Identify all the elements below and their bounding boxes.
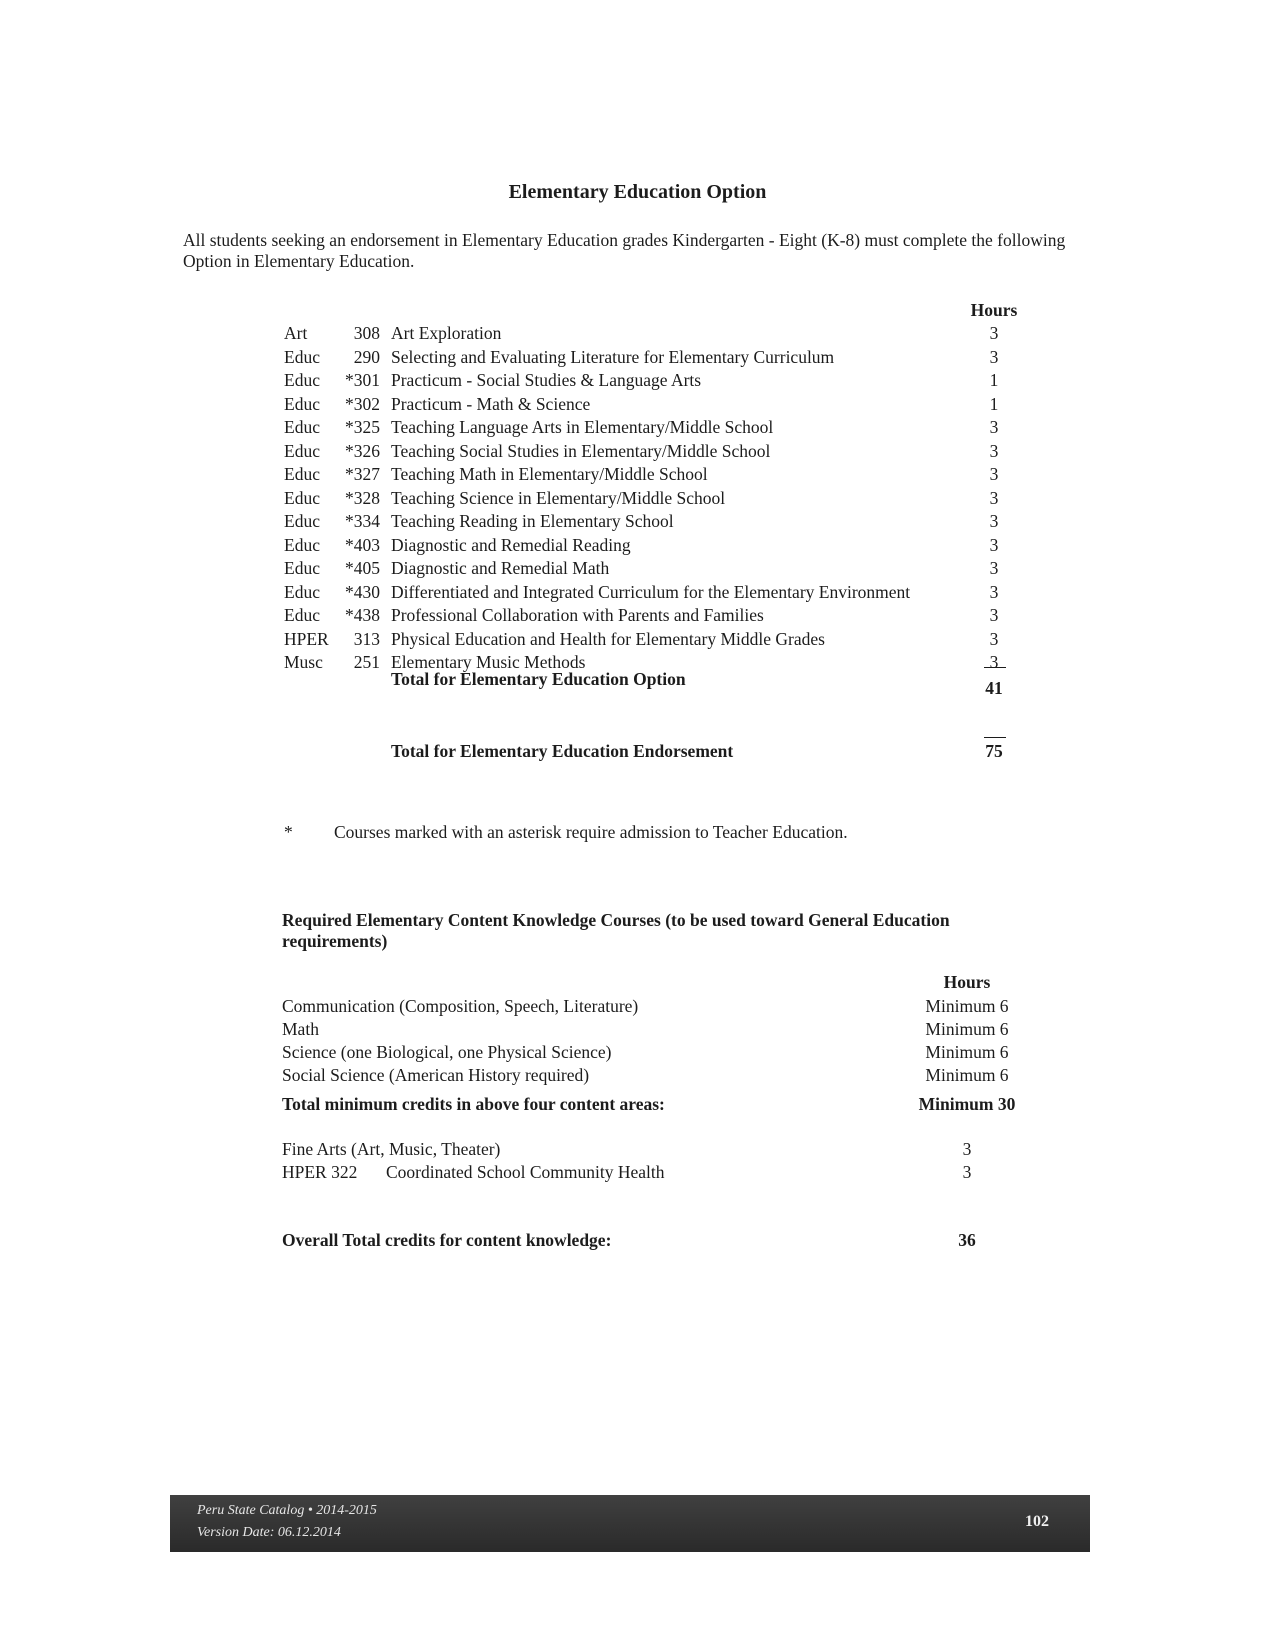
overall-total-label: Overall Total credits for content knowledge: [282, 1230, 612, 1250]
content-area-label: Social Science (American History required) [282, 1065, 590, 1085]
course-number: *327 [345, 464, 380, 484]
course-hours: 3 [989, 464, 999, 484]
content-area-label: Communication (Composition, Speech, Literature) [282, 996, 639, 1016]
course-number: *301 [345, 370, 380, 390]
footer-catalog-title: Peru State Catalog • 2014-2015 [197, 1503, 377, 1518]
course-hours: 3 [989, 323, 999, 343]
page-title: Elementary Education Option [508, 181, 767, 203]
footer-version-date: Version Date: 06.12.2014 [197, 1525, 341, 1540]
course-row [284, 557, 1024, 580]
hper-title: Coordinated School Community Health [386, 1162, 665, 1182]
content-area-label: Math [282, 1019, 319, 1039]
footnote-mark: * [284, 822, 293, 842]
course-dept: HPER [284, 628, 329, 649]
content-hours-header: Hours [943, 972, 991, 992]
course-hours: 1 [989, 370, 999, 390]
course-dept: Educ [284, 487, 320, 508]
course-number: 251 [353, 652, 380, 672]
course-dept: Educ [284, 558, 320, 578]
content-area-row [282, 995, 1042, 1018]
course-row [284, 534, 1024, 557]
course-hours: 3 [989, 534, 999, 555]
course-title: Diagnostic and Remedial Math [391, 558, 610, 578]
course-number: *403 [345, 534, 380, 555]
course-row [284, 604, 1024, 627]
subtotal-rule [984, 667, 1006, 668]
fine-arts-row [282, 1138, 1042, 1161]
course-dept: Educ [284, 534, 320, 555]
course-dept: Educ [284, 605, 320, 625]
overall-total-value: 36 [958, 1230, 976, 1250]
course-title: Teaching Language Arts in Elementary/Middle School [391, 417, 774, 437]
course-dept: Musc [284, 652, 323, 672]
course-title: Professional Collaboration with Parents and Families [391, 605, 764, 625]
content-area-row [282, 1041, 1042, 1064]
course-row [284, 581, 1024, 604]
option-total-label: Total for Elementary Education Option [391, 669, 686, 689]
course-row [284, 628, 1024, 651]
hper-value: 3 [962, 1162, 972, 1182]
course-number: *405 [345, 558, 380, 578]
course-title: Differentiated and Integrated Curriculum for the Elementary Environment [391, 581, 911, 602]
course-title: Practicum - Social Studies & Language Arts [391, 370, 702, 390]
course-number: *328 [345, 487, 380, 508]
content-area-hours: Minimum 6 [925, 1019, 1009, 1039]
course-title: Selecting and Evaluating Literature for Elementary Curriculum [391, 346, 835, 367]
hper-row [282, 1161, 1042, 1184]
fine-arts-value: 3 [962, 1139, 972, 1159]
course-dept: Educ [284, 511, 320, 531]
course-row [284, 369, 1024, 392]
course-title: Elementary Music Methods [391, 652, 586, 672]
course-row [284, 416, 1024, 439]
option-total-value: 41 [985, 678, 1003, 698]
course-hours: 3 [989, 511, 999, 531]
course-number: *302 [345, 393, 380, 414]
course-hours: 3 [989, 628, 999, 649]
course-hours: 3 [989, 652, 999, 672]
fine-arts-label: Fine Arts (Art, Music, Theater) [282, 1139, 501, 1159]
course-row [284, 346, 1024, 369]
course-row [284, 463, 1024, 486]
course-dept: Art [284, 323, 308, 343]
min-total-value: Minimum 30 [918, 1094, 1016, 1114]
intro-paragraph: All students seeking an endorsement in Elementary Education grades Kindergarten - Eight (K-8) must complete the following Option in Elementary Education. [183, 230, 1066, 271]
course-title: Teaching Math in Elementary/Middle School [391, 464, 708, 484]
course-hours: 3 [989, 605, 999, 625]
content-area-hours: Minimum 6 [925, 1065, 1009, 1085]
course-dept: Educ [284, 464, 320, 484]
course-row [284, 322, 1024, 345]
course-hours: 3 [989, 346, 999, 367]
course-number: *325 [345, 417, 380, 437]
course-row [284, 510, 1024, 533]
course-dept: Educ [284, 581, 320, 602]
course-dept: Educ [284, 440, 320, 461]
course-dept: Educ [284, 346, 320, 367]
content-area-row [282, 1018, 1042, 1041]
course-hours: 3 [989, 417, 999, 437]
course-number: 313 [353, 628, 380, 649]
course-row [284, 393, 1024, 416]
course-hours: 1 [989, 393, 999, 414]
endorsement-rule [984, 737, 1006, 738]
content-area-row [282, 1064, 1042, 1087]
footer-bar [170, 1495, 1090, 1552]
course-number: *430 [345, 581, 380, 602]
course-number: *438 [345, 605, 380, 625]
course-title: Practicum - Math & Science [391, 393, 591, 414]
course-row [284, 487, 1024, 510]
page-number: 102 [1025, 1513, 1049, 1530]
endorsement-total-value: 75 [985, 741, 1003, 761]
course-hours: 3 [989, 581, 999, 602]
min-total-row [282, 1093, 1042, 1116]
hper-code: HPER 322 [282, 1162, 358, 1182]
course-hours: 3 [989, 487, 999, 508]
course-dept: Educ [284, 417, 320, 437]
min-total-label: Total minimum credits in above four content areas: [282, 1094, 665, 1114]
course-hours: 3 [989, 440, 999, 461]
content-area-hours: Minimum 6 [925, 1042, 1009, 1062]
course-title: Teaching Social Studies in Elementary/Middle School [391, 440, 771, 461]
content-knowledge-heading: Required Elementary Content Knowledge Courses (to be used toward General Education requirements) [282, 910, 950, 951]
footnote-text: Courses marked with an asterisk require admission to Teacher Education. [334, 822, 848, 842]
content-area-label: Science (one Biological, one Physical Science) [282, 1042, 612, 1062]
course-number: 290 [353, 346, 380, 367]
overall-total-row [282, 1229, 1042, 1252]
course-dept: Educ [284, 393, 320, 414]
hours-header: Hours [970, 300, 1018, 320]
course-title: Teaching Reading in Elementary School [391, 511, 674, 531]
endorsement-total-label: Total for Elementary Education Endorsement [391, 741, 734, 761]
course-number: 308 [353, 323, 380, 343]
course-number: *326 [345, 440, 380, 461]
course-hours: 3 [989, 558, 999, 578]
course-dept: Educ [284, 370, 320, 390]
course-title: Art Exploration [391, 323, 502, 343]
course-title: Teaching Science in Elementary/Middle School [391, 487, 726, 508]
course-title: Diagnostic and Remedial Reading [391, 534, 631, 555]
content-area-hours: Minimum 6 [925, 996, 1009, 1016]
course-title: Physical Education and Health for Elementary Middle Grades [391, 628, 825, 649]
course-row [284, 440, 1024, 463]
course-number: *334 [345, 511, 380, 531]
